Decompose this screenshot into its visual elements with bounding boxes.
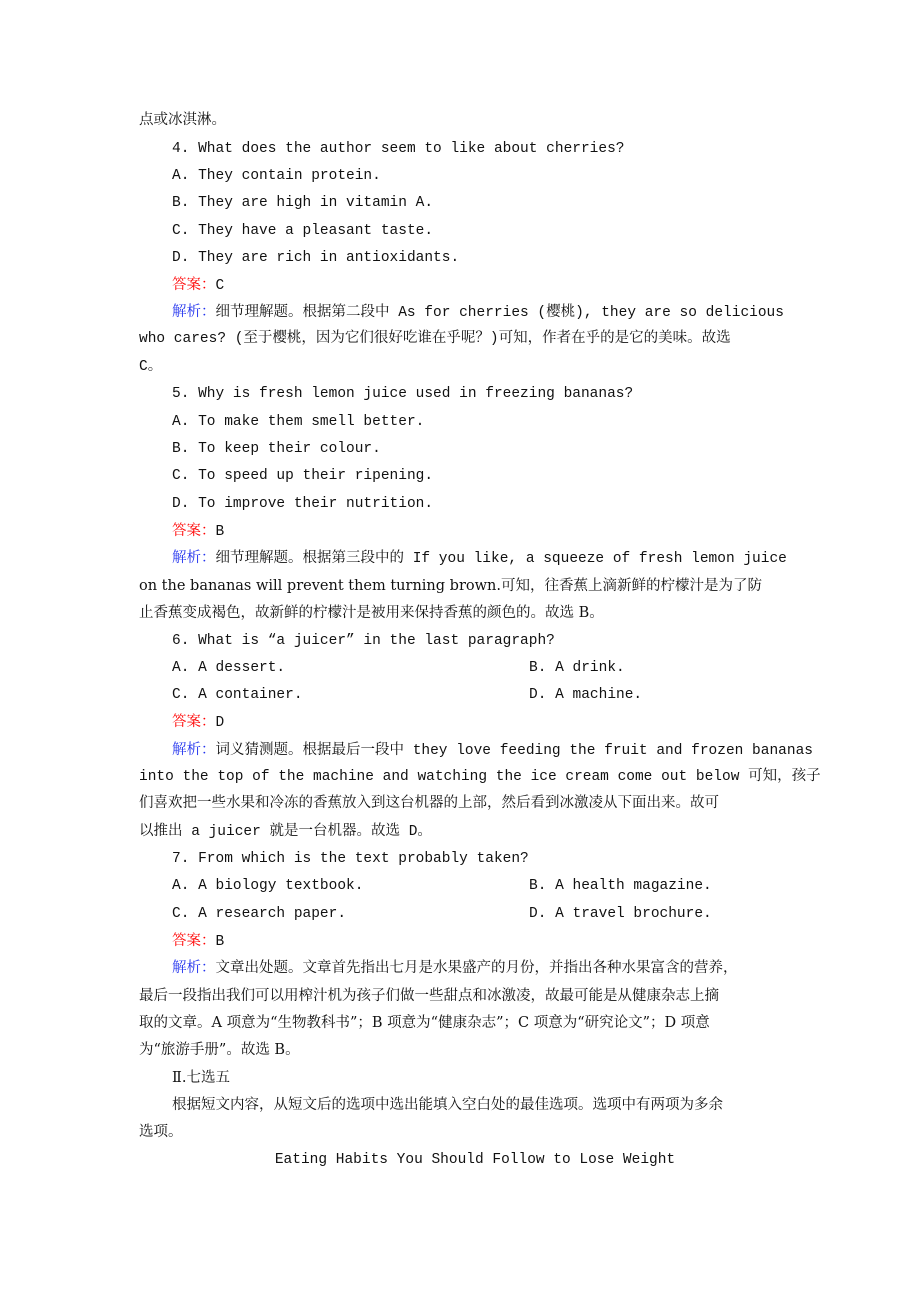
answer-value: B — [215, 934, 225, 950]
question-7-option-c: C. A research paper. — [172, 906, 347, 922]
question-5-option-b: B. To keep their colour. — [172, 441, 381, 457]
question-7-analysis-line-2: 最后一段指出我们可以用榨汁机为孩子们做一些甜点和冰激凌，故最可能是从健康杂志上摘 — [139, 988, 719, 1004]
analysis-label: 解析： — [172, 550, 216, 566]
question-6-option-b: B. A drink. — [529, 660, 625, 676]
continuation-text: 点或冰淇淋。 — [139, 112, 226, 128]
answer-label: 答案： — [172, 714, 216, 730]
question-7-stem: 7. From which is the text probably taken? — [172, 851, 529, 867]
question-6-options-row-2 — [172, 682, 812, 709]
question-6-analysis-line-4: 以推出 a juicer 就是一台机器。故选 D。 — [139, 824, 432, 840]
question-4-analysis-line-2: who cares? (至于樱桃，因为它们很好吃谁在乎呢？)可知，作者在乎的是它的美味。故选 — [139, 331, 731, 347]
question-5-analysis-line-2: on the bananas will prevent them turning brown.可知，往香蕉上滴新鲜的柠檬汁是为了防 — [139, 578, 762, 594]
analysis-label: 解析： — [172, 304, 216, 320]
question-6-analysis-line-3: 们喜欢把一些水果和冷冻的香蕉放入到这台机器的上部，然后看到冰激凌从下面出来。故可 — [139, 796, 719, 812]
question-6-analysis-line-2: into the top of the machine and watching the ice cream come out below 可知，孩子 — [139, 769, 821, 785]
passage-title: Eating Habits You Should Follow to Lose Weight — [274, 1152, 676, 1168]
question-5-answer — [172, 518, 224, 546]
section-heading: Ⅱ.七选五 — [172, 1070, 230, 1086]
answer-value: C — [215, 278, 225, 294]
question-7-option-a: A. A biology textbook. — [172, 878, 364, 894]
question-7-analysis-line-1: 解析：文章出处题。文章首先指出七月是水果盛产的月份，并指出各种水果富含的营养， — [172, 960, 738, 976]
answer-label: 答案： — [172, 523, 216, 539]
analysis-label: 解析： — [172, 960, 216, 976]
question-7-options-row-1 — [172, 873, 812, 900]
question-4-analysis-line-3: C。 — [139, 359, 163, 375]
question-6-option-c: C. A container. — [172, 687, 303, 703]
analysis-label: 解析： — [172, 742, 216, 758]
answer-value: D — [215, 715, 225, 731]
question-5-option-a: A. To make them smell better. — [172, 414, 425, 430]
section-instruction-line-2: 选项。 — [139, 1124, 183, 1140]
question-7-option-d: D. A travel brochure. — [529, 906, 712, 922]
question-7-analysis-line-4: 为“旅游手册”。故选 B。 — [139, 1042, 300, 1058]
question-5-option-c: C. To speed up their ripening. — [172, 468, 434, 484]
question-4-analysis-line-1: 解析：细节理解题。根据第二段中 As for cherries (樱桃), they are so delicious — [172, 304, 784, 321]
answer-label: 答案： — [172, 933, 216, 949]
question-6-analysis-line-1: 解析：词义猜测题。根据最后一段中 they love feeding the fruit and frozen bananas — [172, 742, 813, 759]
answer-label: 答案： — [172, 277, 216, 293]
question-5-stem: 5. Why is fresh lemon juice used in freezing bananas? — [172, 386, 634, 402]
question-4-option-b: B. They are high in vitamin A. — [172, 195, 434, 211]
question-7-option-b: B. A health magazine. — [529, 878, 712, 894]
section-instruction-line-1: 根据短文内容，从短文后的选项中选出能填入空白处的最佳选项。选项中有两项为多余 — [172, 1097, 723, 1113]
question-5-option-d: D. To improve their nutrition. — [172, 496, 434, 512]
question-5-analysis-line-3: 止香蕉变成褐色，故新鲜的柠檬汁是被用来保持香蕉的颜色的。故选 B。 — [139, 605, 604, 621]
question-4-option-d: D. They are rich in antioxidants. — [172, 250, 460, 266]
question-7-analysis-line-3: 取的文章。A 项意为“生物教科书”；B 项意为“健康杂志”；C 项意为“研究论文”；D 项意 — [139, 1015, 710, 1031]
question-5-analysis-line-1: 解析：细节理解题。根据第三段中的 If you like, a squeeze of fresh lemon juice — [172, 550, 787, 567]
question-6-options-row-1 — [172, 655, 812, 682]
answer-value: B — [215, 524, 225, 540]
question-4-stem: 4. What does the author seem to like about cherries? — [172, 141, 625, 157]
question-6-option-a: A. A dessert. — [172, 660, 286, 676]
question-6-answer — [172, 709, 224, 737]
question-4-option-c: C. They have a pleasant taste. — [172, 223, 434, 239]
question-4-answer — [172, 272, 224, 300]
question-7-options-row-2 — [172, 901, 812, 928]
question-6-option-d: D. A machine. — [529, 687, 643, 703]
question-6-stem: 6. What is “a juicer” in the last paragraph? — [172, 633, 555, 649]
question-7-answer — [172, 928, 224, 956]
question-4-option-a: A. They contain protein. — [172, 168, 381, 184]
